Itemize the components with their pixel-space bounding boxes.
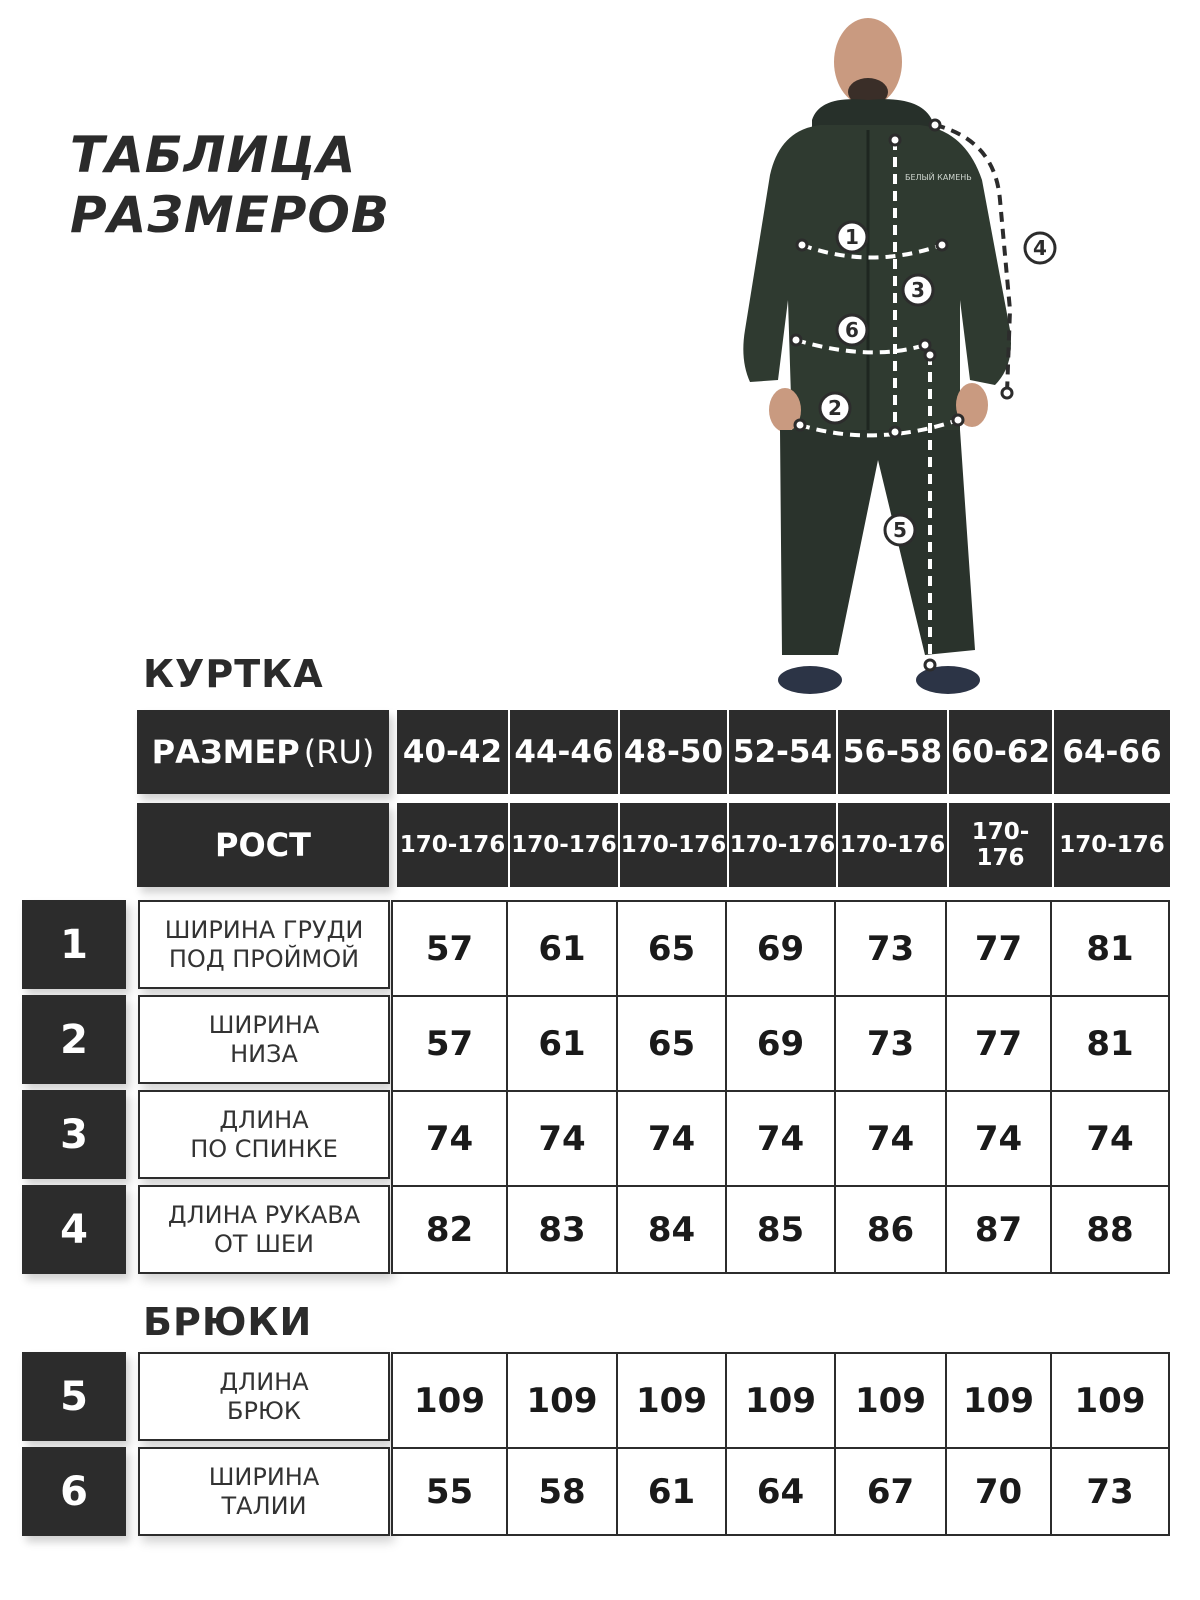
jacket-value-cell: 77	[945, 995, 1052, 1092]
jacket-value-cell: 65	[616, 900, 727, 997]
svg-text:5: 5	[893, 518, 907, 542]
size-label: РАЗМЕР	[151, 733, 300, 771]
svg-text:6: 6	[845, 318, 859, 342]
height-header-cell: 170-176	[508, 803, 618, 887]
pants-row-number: 5	[22, 1352, 126, 1441]
jacket-value-cell: 69	[725, 900, 836, 997]
jacket-value-cell: 65	[616, 995, 727, 1092]
jacket-value-cell: 74	[616, 1090, 727, 1187]
jacket-value-cell: 61	[506, 995, 618, 1092]
row-label-line-1: ШИРИНА	[208, 1462, 320, 1491]
model-figure	[720, 0, 1080, 700]
marker-3	[903, 275, 933, 305]
jacket-value-cell: 74	[834, 1090, 947, 1187]
pants-value-cell: 109	[945, 1352, 1052, 1449]
pants-value-cell: 55	[391, 1447, 508, 1536]
size-label-cell	[137, 710, 389, 794]
pants-value-cell: 109	[391, 1352, 508, 1449]
jacket-value-cell: 73	[834, 900, 947, 997]
jacket-row-label	[138, 900, 390, 989]
height-header-cell: 170-176	[1052, 803, 1170, 887]
row-label-line-2: БРЮК	[227, 1396, 301, 1425]
marker-2	[820, 393, 850, 423]
jacket-row-number: 3	[22, 1090, 126, 1179]
svg-text:4: 4	[1033, 236, 1047, 260]
pants-row-label	[138, 1352, 390, 1441]
size-label-suffix: (RU)	[303, 733, 375, 771]
height-label: РОСТ	[215, 826, 311, 864]
size-header-cell: 64-66	[1052, 710, 1170, 794]
jacket-value-cell: 74	[391, 1090, 508, 1187]
jacket-value-cell: 84	[616, 1185, 727, 1274]
jacket-heading: КУРТКА	[143, 652, 324, 696]
jacket-value-cell: 74	[506, 1090, 618, 1187]
svg-text:3: 3	[911, 278, 925, 302]
size-header-cell: 52-54	[727, 710, 836, 794]
jacket-value-cell: 74	[725, 1090, 836, 1187]
row-label-line-2: ПОД ПРОЙМОЙ	[168, 944, 360, 973]
pants-value-cell: 109	[834, 1352, 947, 1449]
row-label-line-1: ДЛИНА РУКАВА	[167, 1200, 361, 1229]
pants-value-cell: 67	[834, 1447, 947, 1536]
pants-row-label	[138, 1447, 390, 1536]
jacket-value-cell: 82	[391, 1185, 508, 1274]
height-header-cell: 170-176	[947, 803, 1052, 887]
jacket-value-cell: 61	[506, 900, 618, 997]
pants-value-cell: 109	[506, 1352, 618, 1449]
svg-text:2: 2	[828, 396, 842, 420]
size-header-cell: 48-50	[618, 710, 727, 794]
jacket-value-cell: 85	[725, 1185, 836, 1274]
row-label-line-2: НИЗА	[230, 1039, 298, 1068]
row-label-line-1: ДЛИНА	[219, 1367, 309, 1396]
jacket-row-number: 1	[22, 900, 126, 989]
jacket-value-cell: 74	[945, 1090, 1052, 1187]
size-header-cell: 44-46	[508, 710, 618, 794]
jacket-value-cell: 73	[834, 995, 947, 1092]
jacket-row-label	[138, 1185, 390, 1274]
jacket-value-cell: 87	[945, 1185, 1052, 1274]
pants-value-cell: 58	[506, 1447, 618, 1536]
row-label-line-1: ДЛИНА	[219, 1105, 309, 1134]
jacket-value-cell: 77	[945, 900, 1052, 997]
marker-5	[885, 515, 915, 545]
pants-value-cell: 109	[725, 1352, 836, 1449]
size-header-cell: 56-58	[836, 710, 947, 794]
jacket-value-cell: 57	[391, 900, 508, 997]
pants-heading: БРЮКИ	[143, 1300, 313, 1344]
jacket-value-cell: 74	[1050, 1090, 1170, 1187]
height-header-cell: 170-176	[836, 803, 947, 887]
pants-value-cell: 70	[945, 1447, 1052, 1536]
jacket-value-cell: 83	[506, 1185, 618, 1274]
marker-1	[837, 222, 867, 252]
svg-text:1: 1	[845, 225, 859, 249]
row-label-line-2: ПО СПИНКЕ	[190, 1134, 338, 1163]
jacket-value-cell: 81	[1050, 995, 1170, 1092]
row-label-line-2: ТАЛИИ	[221, 1491, 307, 1520]
jacket-value-cell: 88	[1050, 1185, 1170, 1274]
jacket-row-number: 4	[22, 1185, 126, 1274]
size-header-cell: 40-42	[397, 710, 508, 794]
pants-value-cell: 73	[1050, 1447, 1170, 1536]
page-title	[70, 125, 390, 245]
jacket-row-number: 2	[22, 995, 126, 1084]
pants-value-cell: 109	[1050, 1352, 1170, 1449]
jacket-value-cell: 81	[1050, 900, 1170, 997]
height-label-cell	[137, 803, 389, 887]
jacket-value-cell: 69	[725, 995, 836, 1092]
row-label-line-2: ОТ ШЕИ	[214, 1229, 314, 1258]
jacket-value-cell: 57	[391, 995, 508, 1092]
title-line-1: ТАБЛИЦА	[70, 126, 357, 184]
pants-row-number: 6	[22, 1447, 126, 1536]
jacket-row-label	[138, 1090, 390, 1179]
brand-logo: БЕЛЫЙ КАМЕНЬ	[905, 173, 972, 182]
height-header-cell: 170-176	[397, 803, 508, 887]
row-label-line-1: ШИРИНА ГРУДИ	[164, 915, 364, 944]
pants-value-cell: 109	[616, 1352, 727, 1449]
marker-6	[837, 315, 867, 345]
pants-value-cell: 61	[616, 1447, 727, 1536]
size-header-cell: 60-62	[947, 710, 1052, 794]
height-header-cell: 170-176	[618, 803, 727, 887]
marker-4	[1025, 233, 1055, 263]
pants	[780, 430, 975, 655]
title-line-2: РАЗМЕРОВ	[70, 186, 391, 244]
height-header-cell: 170-176	[727, 803, 836, 887]
pants-value-cell: 64	[725, 1447, 836, 1536]
row-label-line-1: ШИРИНА	[208, 1010, 320, 1039]
jacket-value-cell: 86	[834, 1185, 947, 1274]
jacket-row-label	[138, 995, 390, 1084]
